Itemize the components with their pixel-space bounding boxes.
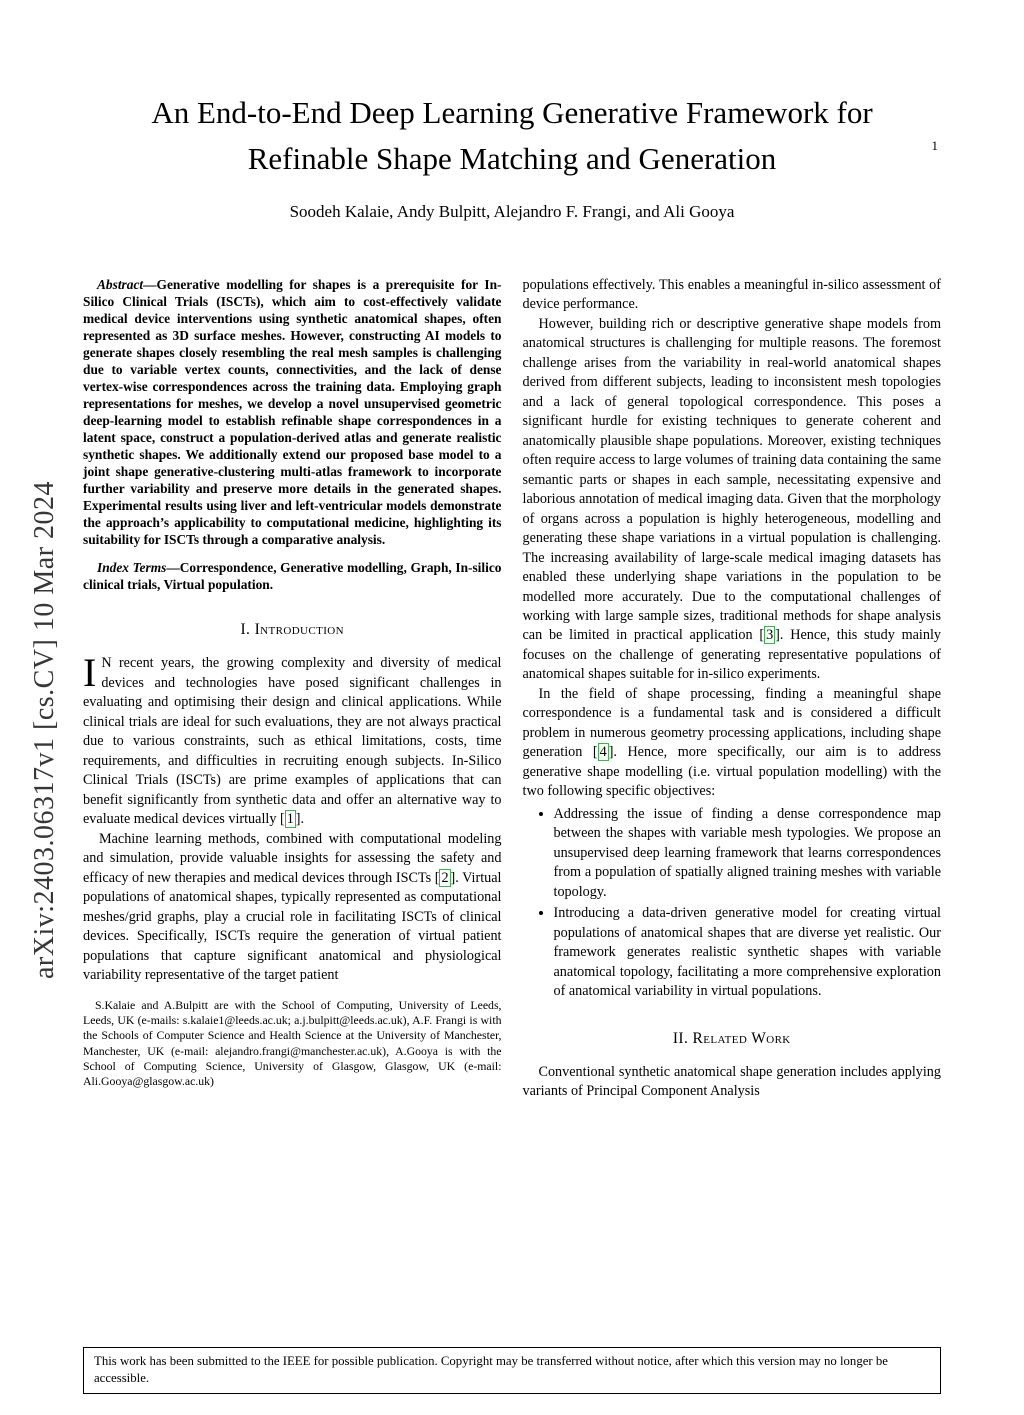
objectives-intro-tail: ]. Hence, more specifically, our aim is to address generative shape modelling (i.e. virtual population modelling) with the two following specific objectives:	[522, 744, 941, 800]
dropcap-letter: I	[83, 650, 97, 696]
abstract-paragraph	[83, 276, 502, 548]
right-column	[523, 276, 942, 1102]
intro-p2-tail: ]. Virtual populations of anatomical shapes, typically represented as computational meshes/grid graphs, play a crucial role in facilitating ISCTs of clinical devices. Specifically, ISCTs require the generation of virtual patient populations that capture significant anatomical and physiological variability representative of the target patient	[83, 869, 502, 984]
body-paragraph-continued: populations effectively. This enables a meaningful in-silico assessment of device performance.	[522, 276, 941, 313]
index-terms-label: Index Terms	[97, 560, 167, 575]
index-terms-dash: —	[166, 560, 180, 575]
abstract-dash: —	[143, 276, 157, 292]
objectives-intro-text: In the field of shape processing, finding a meaningful shape correspondence is a fundamental task and is considered a difficult problem in numerous geometry processing applications, including shape generation [	[522, 685, 941, 761]
objectives-list	[523, 805, 942, 1002]
paper-title: An End-to-End Deep Learning Generative Framework for Refinable Shape Matching and Generation	[151, 95, 873, 176]
left-column	[83, 276, 502, 1102]
intro-p1-tail: ].	[295, 811, 305, 828]
objective-item-generative-model: • Introducing a data-driven generative model for creating virtual populations of anatomical shapes that are diverse yet realistic. Our framework generates realistic synthetic shapes with variable anatomical topology, facilitating a more comprehensive exploration of anatomical variability in virtual populations.	[554, 904, 942, 1001]
challenges-tail: ]. Hence, this study mainly focuses on the challenge of generating representative populations of anatomical shapes suitable for in-silico experiments.	[522, 627, 941, 683]
page-number: 1	[931, 138, 938, 153]
abstract-label: Abstract	[97, 276, 144, 292]
citation-4[interactable]: 4	[599, 744, 607, 761]
index-terms-text: Correspondence, Generative modelling, Graph, In-silico clinical trials, Virtual population.	[83, 560, 502, 593]
paper-page	[0, 90, 1024, 1415]
paper-authors: Soodeh Kalaie, Andy Bulpitt, Alejandro F. Frangi, and Ali Gooya	[289, 201, 735, 221]
two-column-body	[83, 276, 941, 1102]
intro-paragraph-1	[83, 650, 502, 829]
section-heading-related-work: II. Related Work	[672, 1029, 791, 1047]
author-footnote: S.Kalaie and A.Bulpitt are with the School of Computing, University of Leeds, Leeds, UK (e-mails: s.kalaie1@leeds.ac.uk; a.j.bulpitt@leeds.ac.uk), A.F. Frangi is with the Schools of Computer Science and Health Science at the University of Manchester, Manchester, UK (e-mail: alejandro.frangi@manchester.ac.uk), A.Gooya is with the School of Computing Science, University of Glasgow, Glasgow, UK (e-mail: Ali.Gooya@glasgow.ac.uk)	[83, 997, 502, 1089]
related-work-paragraph: Conventional synthetic anatomical shape generation includes applying variants of Principal Component Analysis	[522, 1063, 941, 1100]
citation-2[interactable]: 2	[441, 869, 449, 886]
intro-p1-text: N recent years, the growing complexity and diversity of medical devices and technologies have posed significant challenges in evaluating and optimising their design and clinical applications. While clinical trials are ideal for such evaluations, they are not always practical due to various constraints, such as ethical limitations, costs, time requirements, and difficulties in recruiting enough subjects. In-Silico Clinical Trials (ISCTs) are prime examples of applications that can benefit significantly from synthetic data and offer an alternative way to evaluate medical devices virtually [	[83, 655, 502, 828]
submission-notice-box	[83, 1347, 941, 1394]
intro-paragraph-2	[83, 830, 502, 986]
challenges-text: However, building rich or descriptive generative shape models from anatomical structures is challenging for multiple reasons. The foremost challenge arises from the variability in real-world anatomical shapes derived from different subjects, leading to inconsistent mesh topologies and a lack of general topological correspondence. This poses a significant hurdle for existing techniques to generate coherent and anatomically plausible shape populations. Moreover, existing techniques often require access to large volumes of training data containing the same semantic parts or shapes in each sample, necessitating expensive and laborious annotation of medical imaging data. Given that the morphology of organs across a population is highly heterogeneous, modelling and generating these shape variations in a virtual population is challenging. The increasing availability of large-scale medical imaging datasets has enabled these underlying shape variations in the population to be modelled more accurately. Due to the computational challenges of working with large sample sizes, traditional methods for shape analysis can be limited in practical application [	[522, 315, 941, 644]
citation-1[interactable]: 1	[286, 811, 294, 828]
abstract-text: Generative modelling for shapes is a prerequisite for In-Silico Clinical Trials (ISCTs), which aim to cost-effectively validate medical device interventions using synthetic anatomical shapes, often represented as 3D surface meshes. However, constructing AI models to generate shapes closely resembling the real mesh samples is challenging due to variable vertex counts, connectivities, and the lack of dense vertex-wise correspondences across the training data. Employing graph representations for meshes, we develop a novel unsupervised geometric deep-learning model to establish refinable shape correspondences in a latent space, construct a population-derived atlas and generate realistic synthetic shapes. We additionally extend our proposed base model to a joint shape generative-clustering multi-atlas framework to incorporate further variability and preserve more details in the generated shapes. Experimental results using liver and left-ventricular models demonstrate the approach’s applicability to computational medicine, highlighting its suitability for ISCTs through a comparative analysis.	[83, 276, 502, 547]
section-heading-introduction: I. Introduction	[240, 621, 344, 639]
intro-p2-text: Machine learning methods, combined with computational modeling and simulation, provide valuable insights for assessing the safety and efficacy of new therapies and medical devices through ISCTs [	[83, 830, 502, 886]
title-block	[127, 90, 897, 222]
body-paragraph-objectives-intro	[523, 685, 942, 802]
arxiv-stamp: arXiv:2403.06317v1 [cs.CV] 10 Mar 2024	[29, 480, 60, 980]
objective-item-correspondence: • Addressing the issue of finding a dense correspondence map between the shapes with variable mesh typologies. We propose an unsupervised deep learning framework that learns correspondences from a population of spatially aligned training meshes with variable topology.	[554, 805, 942, 902]
submission-notice-text: This work has been submitted to the IEEE for possible publication. Copyright may be transferred without notice, after which this version may no longer be accessible.	[94, 1354, 888, 1385]
index-terms-paragraph	[83, 559, 502, 593]
body-paragraph-challenges	[523, 315, 942, 685]
citation-3[interactable]: 3	[766, 627, 774, 644]
